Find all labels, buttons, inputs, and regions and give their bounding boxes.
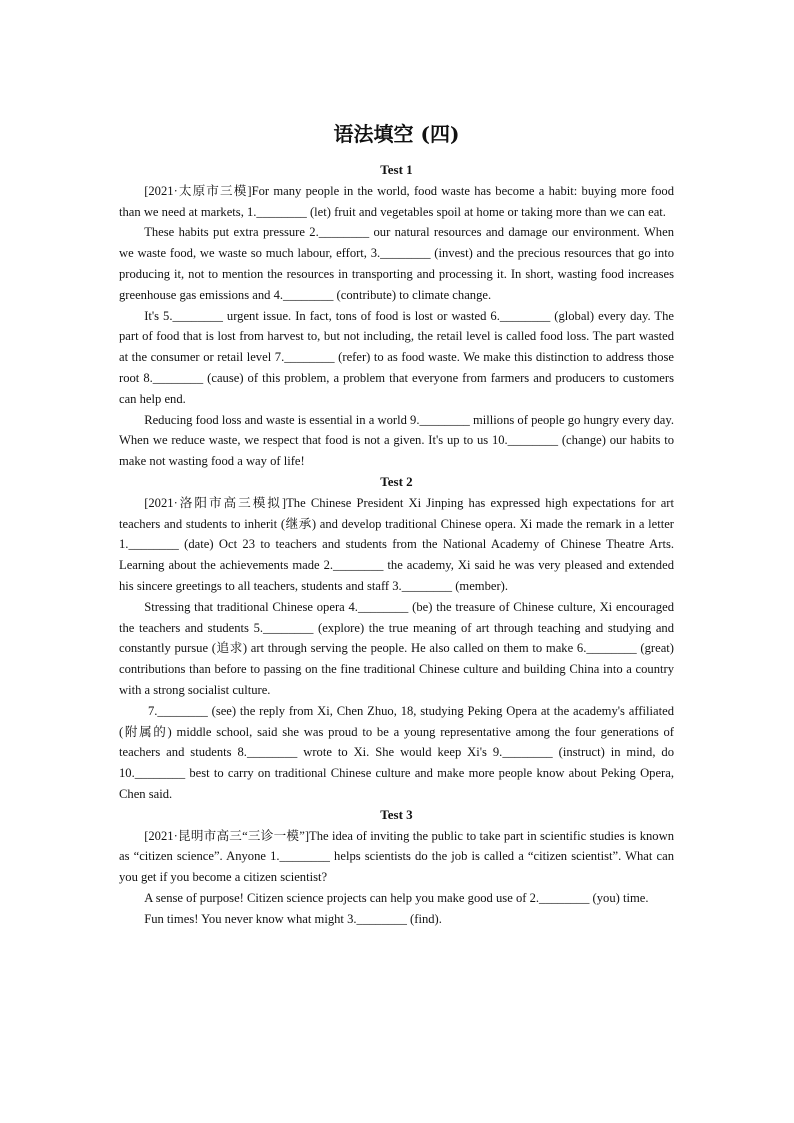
- test-2-heading: Test 2: [380, 473, 413, 489]
- test-1-paragraph-3: It's 5.________ urgent issue. In fact, tons of food is lost or wasted 6.________ (global) every day. The part of food that is lost from harvest to, but not including, the retail level is called food loss. The part wasted at the consumer or retail level 7.________ (refer) to as food waste. We make this distinction to address those root 8.________ (cause) of this problem, a problem that everyone from farmers and producers to customers can help end.: [119, 308, 674, 406]
- test-3-paragraph-2: A sense of purpose! Citizen science projects can help you make good use of 2.________ (you) time.: [144, 890, 649, 905]
- test-2-paragraph-3: 7.________ (see) the reply from Xi, Chen Zhuo, 18, studying Peking Opera at the academy's affiliated (附属的) middle school, said she was proud to be a young representative among the four generations of teachers and students 8.________ wrote to Xi. She would keep Xi's 9.________ (instruct) in mind, do 10.________ best to carry on traditional Chinese culture and make more people know about Peking Opera, Chen said.: [119, 703, 674, 801]
- test-2-section: [119, 472, 674, 805]
- worksheet-page: [119, 118, 674, 929]
- test-3-paragraph-3: Fun times! You never know what might 3.________ (find).: [144, 911, 442, 926]
- test-1-paragraph-2: These habits put extra pressure 2.________ our natural resources and damage our environment. When we waste food, we waste so much labour, effort, 3.________ (invest) and the precious resources that go into producing it, not to mention the resources in transporting and processing it. In short, wasting food increases greenhouse gas emissions and 4.________ (contribute) to climate change.: [119, 225, 674, 302]
- test-3-paragraph-1: [2021·昆明市高三“三诊一模”]The idea of inviting the public to take part in scientific studies is known as “citizen science”. Anyone 1.________ helps scientists do the job is called a “citizen scientist”. What can you get if you become a citizen scientist?: [119, 828, 674, 885]
- test-3-heading: Test 3: [380, 806, 413, 822]
- test-1-paragraph-4: Reducing food loss and waste is essential in a world 9.________ millions of people go hungry every day. When we reduce waste, we respect that food is not a given. It's up to us 10.________ (change) our habits to make not wasting food a way of life!: [119, 412, 674, 469]
- test-1-heading: Test 1: [380, 162, 413, 177]
- test-1-paragraph-1: [2021·太原市三模]For many people in the world, food waste has become a habit: buying more food than we need at markets, 1.________ (let) fruit and vegetables spoil at home or taking more than we can eat.: [119, 183, 674, 219]
- test-2-paragraph-1: [2021·洛阳市高三模拟]The Chinese President Xi Jinping has expressed high expectations for art teachers and students to inherit (继承) and develop traditional Chinese opera. Xi made the remark in a letter 1.________ (date) Oct 23 to teachers and students from the National Academy of Chinese Theatre Arts. Learning about the achievements made 2.________ the academy, Xi said he was very pleased and extended his sincere greetings to all teachers, students and staff 3.________ (member).: [119, 495, 674, 593]
- test-1-section: [119, 160, 674, 472]
- worksheet-title: 语法填空 (四): [333, 122, 460, 146]
- test-2-paragraph-2: Stressing that traditional Chinese opera 4.________ (be) the treasure of Chinese culture, Xi encouraged the teachers and students 5.________ (explore) the true meaning of art through teaching and studying and constantly pursue (追求) art through serving the people. He also called on them to make 6.________ (great) contributions than before to passing on the fine traditional Chinese culture and building China into a country with a strong socialist culture.: [119, 599, 674, 697]
- test-3-section: [119, 805, 674, 930]
